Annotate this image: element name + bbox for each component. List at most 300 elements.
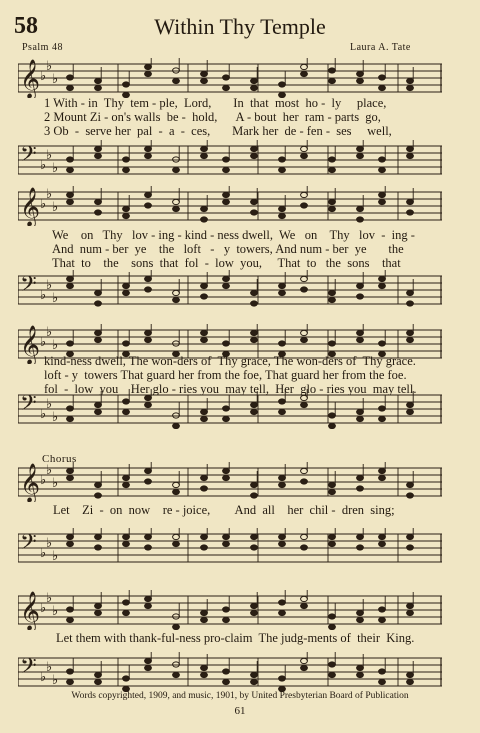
note-head	[201, 330, 208, 335]
note-head	[201, 545, 208, 550]
note-head	[329, 297, 336, 302]
note-head	[407, 672, 414, 677]
note-head	[379, 85, 386, 90]
flat-icon: ♭	[46, 536, 53, 551]
note-head	[145, 545, 152, 550]
note-head	[201, 153, 208, 158]
flat-icon: ♭	[46, 148, 53, 163]
note-head	[223, 416, 230, 421]
note-head	[407, 85, 414, 90]
lyric-line	[0, 503, 480, 517]
note-head	[357, 617, 364, 622]
note-head	[123, 600, 130, 605]
note-head	[95, 603, 102, 608]
lyrics-block-5	[0, 631, 480, 645]
note-head	[251, 146, 258, 151]
note-head	[223, 406, 230, 411]
note-head	[357, 153, 364, 158]
note-head	[123, 283, 130, 288]
note-head	[201, 610, 208, 615]
note-head	[173, 482, 180, 487]
note-head	[329, 341, 336, 346]
note-head	[67, 276, 74, 281]
lyrics-block-2	[0, 228, 480, 270]
lyric-text: 2 Mount Zi - on's walls be - hold, A - bout her ram - parts go,	[44, 110, 381, 124]
note-head	[95, 493, 102, 498]
treble-clef-icon: 𝄞	[20, 187, 41, 226]
note-head	[95, 534, 102, 539]
note-head	[279, 283, 286, 288]
note-head	[379, 276, 386, 281]
flat-icon: ♭	[40, 601, 47, 616]
note-head	[223, 283, 230, 288]
note-head	[301, 468, 308, 473]
note-head	[145, 603, 152, 608]
note-head	[301, 276, 308, 281]
note-head	[95, 301, 102, 306]
note-head	[201, 71, 208, 76]
note-head	[67, 406, 74, 411]
bass-clef-icon: 𝄢	[20, 391, 37, 421]
note-head	[95, 199, 102, 204]
note-head	[173, 672, 180, 677]
note-head	[329, 541, 336, 546]
note-head	[279, 409, 286, 414]
note-head	[95, 78, 102, 83]
note-head	[223, 192, 230, 197]
note-head	[279, 290, 286, 295]
note-head	[223, 607, 230, 612]
note-head	[301, 665, 308, 670]
note-head	[329, 672, 336, 677]
note-head	[407, 610, 414, 615]
note-head	[223, 534, 230, 539]
treble-clef-icon: 𝄞	[20, 591, 41, 630]
lyric-text: And num - ber ye the loft - y towers, And num - ber ye the	[52, 242, 404, 256]
note-head	[301, 153, 308, 158]
flat-icon: ♭	[52, 291, 59, 306]
note-head	[357, 217, 364, 222]
note-head	[379, 416, 386, 421]
note-head	[201, 475, 208, 480]
note-head	[67, 167, 74, 172]
treble-staff-1	[18, 58, 442, 98]
note-head	[379, 679, 386, 684]
note-head	[301, 658, 308, 663]
note-head	[379, 534, 386, 539]
note-head	[251, 402, 258, 407]
note-head	[67, 85, 74, 90]
flat-icon: ♭	[40, 670, 47, 685]
note-head	[407, 290, 414, 295]
note-head	[407, 603, 414, 608]
treble-clef-icon: 𝄞	[20, 325, 41, 364]
flat-icon: ♭	[52, 604, 59, 619]
note-head	[67, 617, 74, 622]
note-head	[201, 283, 208, 288]
note-head	[201, 146, 208, 151]
note-head	[357, 294, 364, 299]
note-head	[379, 406, 386, 411]
note-head	[145, 330, 152, 335]
note-head	[67, 75, 74, 80]
note-head	[145, 534, 152, 539]
note-head	[67, 541, 74, 546]
lyric-line	[0, 96, 480, 110]
flat-icon: ♭	[40, 197, 47, 212]
note-head	[95, 679, 102, 684]
note-head	[67, 669, 74, 674]
note-head	[67, 192, 74, 197]
note-head	[145, 153, 152, 158]
note-head	[123, 409, 130, 414]
note-head	[95, 153, 102, 158]
lyric-line	[0, 382, 480, 396]
flat-icon: ♭	[52, 410, 59, 425]
flat-icon: ♭	[46, 397, 53, 412]
note-head	[123, 341, 130, 346]
treble-staff-2	[18, 186, 442, 226]
note-head	[173, 157, 180, 162]
note-head	[67, 475, 74, 480]
note-head	[223, 468, 230, 473]
note-head	[407, 330, 414, 335]
lyric-text: That to the sons that fol - low you, That to the sons that	[52, 256, 401, 270]
note-head	[95, 210, 102, 215]
note-head	[329, 68, 336, 73]
note-head	[251, 153, 258, 158]
lyric-text: kind-ness dwell, The won-ders of Thy grace, The won-ders of Thy grace.	[44, 354, 416, 368]
note-head	[301, 395, 308, 400]
note-head	[223, 617, 230, 622]
note-head	[145, 192, 152, 197]
note-head	[301, 479, 308, 484]
note-head	[329, 206, 336, 211]
note-head	[279, 341, 286, 346]
note-head	[173, 68, 180, 73]
note-head	[201, 409, 208, 414]
note-head	[279, 157, 286, 162]
note-head	[67, 341, 74, 346]
note-head	[379, 669, 386, 674]
note-head	[123, 290, 130, 295]
note-head	[173, 413, 180, 418]
note-head	[407, 199, 414, 204]
note-head	[301, 596, 308, 601]
flat-icon: ♭	[46, 463, 53, 478]
note-head	[301, 534, 308, 539]
note-head	[279, 213, 286, 218]
note-head	[145, 596, 152, 601]
note-head	[251, 85, 258, 90]
note-head	[95, 545, 102, 550]
note-head	[223, 541, 230, 546]
note-head	[251, 210, 258, 215]
bass-staff-4	[18, 528, 442, 568]
note-head	[201, 672, 208, 677]
note-head	[173, 78, 180, 83]
treble-staff-4	[18, 462, 442, 502]
note-head	[379, 607, 386, 612]
note-head	[379, 283, 386, 288]
bass-clef-icon: 𝄢	[20, 142, 37, 172]
author: Laura A. Tate	[350, 42, 411, 53]
note-head	[357, 416, 364, 421]
note-head	[357, 610, 364, 615]
note-head	[251, 545, 258, 550]
note-head	[173, 206, 180, 211]
note-head	[407, 210, 414, 215]
note-head	[67, 416, 74, 421]
note-head	[201, 617, 208, 622]
flat-icon: ♭	[52, 476, 59, 491]
page-number: 61	[234, 705, 246, 717]
note-head	[145, 276, 152, 281]
flat-icon: ♭	[52, 161, 59, 176]
treble-staff-5	[18, 590, 442, 630]
bass-clef-icon: 𝄢	[20, 530, 37, 560]
lyric-line	[0, 242, 480, 256]
bass-staff-1	[18, 140, 442, 180]
note-head	[329, 167, 336, 172]
copyright-notice: Words copyrighted, 1909, and music, 1901, by United Presbyterian Board of Publication	[71, 691, 409, 701]
flat-icon: ♭	[40, 69, 47, 84]
note-head	[123, 213, 130, 218]
note-head	[301, 402, 308, 407]
note-head	[329, 78, 336, 83]
flat-icon: ♭	[40, 335, 47, 350]
treble-clef-icon: 𝄞	[20, 463, 41, 502]
note-head	[95, 672, 102, 677]
note-head	[201, 665, 208, 670]
note-head	[407, 545, 414, 550]
note-head	[95, 85, 102, 90]
flat-icon: ♭	[40, 158, 47, 173]
note-head	[301, 330, 308, 335]
note-head	[301, 603, 308, 608]
lyric-text: 3 Ob - serve her pal - a - ces, Mark her de - fen - ses well,	[44, 124, 392, 138]
note-head	[173, 297, 180, 302]
note-head	[251, 330, 258, 335]
note-head	[279, 167, 286, 172]
note-head	[279, 399, 286, 404]
note-head	[407, 409, 414, 414]
note-head	[123, 206, 130, 211]
flat-icon: ♭	[52, 72, 59, 87]
note-head	[123, 482, 130, 487]
lyric-text: loft - y towers That guard her from the foe, That guard her from the foe.	[44, 368, 407, 382]
note-head	[201, 337, 208, 342]
note-head	[173, 541, 180, 546]
hymn-title: Within Thy Temple	[154, 14, 326, 39]
note-head	[251, 610, 258, 615]
note-head	[301, 146, 308, 151]
note-head	[251, 290, 258, 295]
flat-icon: ♭	[46, 187, 53, 202]
flat-icon: ♭	[46, 660, 53, 675]
note-head	[357, 672, 364, 677]
note-head	[357, 146, 364, 151]
note-head	[223, 157, 230, 162]
note-head	[251, 199, 258, 204]
note-head	[251, 679, 258, 684]
note-head	[379, 75, 386, 80]
note-head	[145, 64, 152, 69]
lyric-line	[0, 368, 480, 382]
lyric-line	[0, 256, 480, 270]
note-head	[123, 475, 130, 480]
note-head	[407, 337, 414, 342]
note-head	[95, 402, 102, 407]
note-head	[301, 71, 308, 76]
note-head	[173, 614, 180, 619]
note-head	[123, 82, 130, 87]
treble-clef-icon: 𝄞	[20, 59, 41, 98]
note-head	[173, 290, 180, 295]
note-head	[145, 337, 152, 342]
note-head	[279, 541, 286, 546]
note-head	[329, 413, 336, 418]
note-head	[329, 614, 336, 619]
note-head	[67, 607, 74, 612]
note-head	[173, 662, 180, 667]
bass-clef-icon: 𝄢	[20, 654, 37, 684]
lyric-text: fol - low you Her glo - ries you may tell, Her glo - ries you may tell.	[44, 382, 417, 396]
note-head	[95, 290, 102, 295]
note-head	[379, 199, 386, 204]
note-head	[201, 486, 208, 491]
note-head	[251, 672, 258, 677]
note-head	[357, 545, 364, 550]
note-head	[279, 610, 286, 615]
note-head	[329, 662, 336, 667]
note-head	[201, 534, 208, 539]
note-head	[407, 301, 414, 306]
note-head	[223, 679, 230, 684]
flat-icon: ♭	[46, 278, 53, 293]
note-head	[201, 294, 208, 299]
note-head	[251, 409, 258, 414]
note-head	[407, 146, 414, 151]
lyrics-block-1	[0, 96, 480, 138]
note-head	[379, 157, 386, 162]
note-head	[123, 399, 130, 404]
lyric-line	[0, 228, 480, 242]
note-head	[201, 78, 208, 83]
note-head	[223, 85, 230, 90]
note-head	[357, 486, 364, 491]
note-head	[173, 534, 180, 539]
note-head	[145, 287, 152, 292]
bass-staff-2	[18, 270, 442, 310]
note-head	[145, 665, 152, 670]
note-head	[357, 409, 364, 414]
note-head	[407, 78, 414, 83]
note-head	[357, 337, 364, 342]
note-head	[145, 402, 152, 407]
note-head	[201, 206, 208, 211]
note-head	[329, 423, 336, 428]
note-head	[301, 192, 308, 197]
note-head	[379, 617, 386, 622]
note-head	[145, 395, 152, 400]
flat-icon: ♭	[40, 407, 47, 422]
note-head	[201, 416, 208, 421]
hymn-number: 58	[14, 13, 38, 39]
note-head	[145, 479, 152, 484]
note-head	[201, 217, 208, 222]
note-head	[329, 489, 336, 494]
note-head	[279, 482, 286, 487]
note-head	[357, 206, 364, 211]
note-head	[357, 475, 364, 480]
lyric-line	[0, 354, 480, 368]
note-head	[123, 534, 130, 539]
note-head	[223, 276, 230, 281]
note-head	[123, 676, 130, 681]
note-head	[223, 75, 230, 80]
note-head	[173, 423, 180, 428]
note-head	[301, 545, 308, 550]
note-head	[223, 341, 230, 346]
note-head	[379, 475, 386, 480]
note-head	[123, 157, 130, 162]
bass-staff-5	[18, 652, 442, 692]
note-head	[95, 409, 102, 414]
note-head	[67, 468, 74, 473]
note-head	[251, 493, 258, 498]
note-head	[67, 157, 74, 162]
note-head	[173, 624, 180, 629]
note-head	[379, 541, 386, 546]
flat-icon: ♭	[52, 549, 59, 564]
flat-icon: ♭	[40, 546, 47, 561]
note-head	[357, 283, 364, 288]
note-head	[251, 337, 258, 342]
note-head	[379, 167, 386, 172]
note-head	[379, 341, 386, 346]
note-head	[329, 290, 336, 295]
note-head	[407, 679, 414, 684]
note-head	[223, 199, 230, 204]
note-head	[407, 153, 414, 158]
note-head	[145, 468, 152, 473]
lyric-line	[0, 631, 480, 645]
note-head	[223, 669, 230, 674]
note-head	[95, 610, 102, 615]
note-head	[123, 167, 130, 172]
lyric-line	[0, 124, 480, 138]
note-head	[329, 534, 336, 539]
note-head	[95, 330, 102, 335]
note-head	[407, 402, 414, 407]
note-head	[67, 534, 74, 539]
note-head	[357, 78, 364, 83]
note-head	[123, 541, 130, 546]
note-head	[223, 167, 230, 172]
note-head	[251, 603, 258, 608]
note-head	[279, 206, 286, 211]
note-head	[173, 199, 180, 204]
note-head	[223, 475, 230, 480]
note-head	[379, 468, 386, 473]
note-head	[145, 658, 152, 663]
note-head	[95, 146, 102, 151]
note-head	[407, 482, 414, 487]
flat-icon: ♭	[46, 325, 53, 340]
note-head	[123, 610, 130, 615]
flat-icon: ♭	[52, 338, 59, 353]
